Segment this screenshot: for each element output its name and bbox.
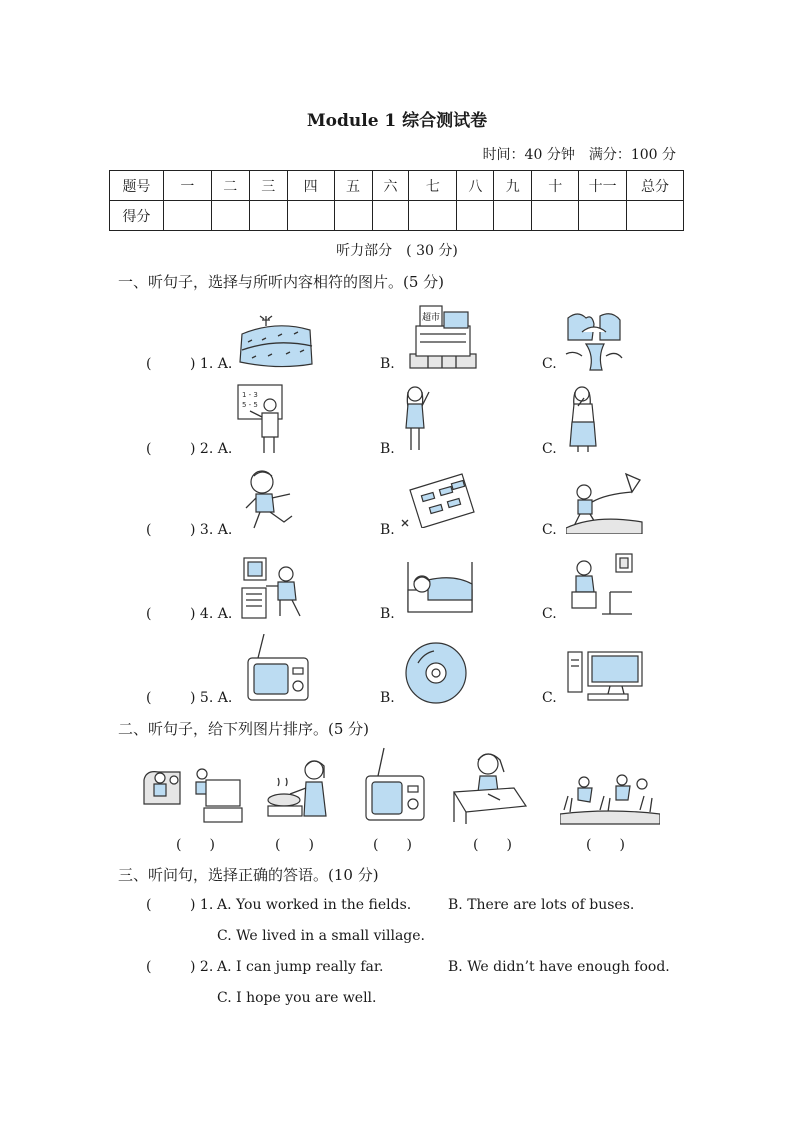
svg-text:1 - 3: 1 - 3 <box>242 391 258 399</box>
score-table-score-row <box>110 201 684 231</box>
question-number: ) 1. A. <box>190 356 233 372</box>
question-number: ) 3. A. <box>190 522 233 538</box>
girl-waving-icon <box>402 384 432 454</box>
score-entry-cell[interactable] <box>163 201 211 231</box>
table-cell: 得分 <box>110 201 164 231</box>
score-entry-cell[interactable] <box>532 201 579 231</box>
section2-heading: 二、听句子，给下列图片排序。(5 分) <box>118 720 370 738</box>
answer-paren-open: ( <box>146 441 152 457</box>
girl-reading-icon <box>566 552 636 620</box>
section1-heading: 一、听句子，选择与所听内容相符的图片。(5 分) <box>118 273 445 291</box>
score-entry-cell[interactable] <box>334 201 372 231</box>
woman-eating-icon <box>566 384 600 454</box>
table-cell: 一 <box>163 171 211 201</box>
cd-icon <box>404 641 468 705</box>
question-number: ) 1. <box>190 897 214 913</box>
girl-writing-icon <box>448 748 532 824</box>
table-cell: 十 <box>532 171 579 201</box>
option-label: B. <box>380 522 395 538</box>
order-blank[interactable]: ( ) <box>586 837 625 853</box>
family-tv-icon <box>140 760 244 826</box>
order-blank[interactable]: ( ) <box>473 837 512 853</box>
score-entry-cell[interactable] <box>627 201 684 231</box>
option-label: B. <box>380 441 395 457</box>
option-c: C. I hope you are well. <box>217 990 377 1006</box>
time-label: 时间：40 分钟 <box>482 147 575 163</box>
option-label: C. <box>542 356 557 372</box>
score-table <box>109 170 684 231</box>
boy-skating-icon <box>240 468 298 534</box>
answer-paren-open: ( <box>146 522 152 538</box>
answer-paren-open: ( <box>146 959 152 975</box>
question-number: ) 4. A. <box>190 606 233 622</box>
score-entry-cell[interactable] <box>494 201 532 231</box>
svg-text:5 - 5: 5 - 5 <box>242 401 258 409</box>
table-cell: 三 <box>249 171 287 201</box>
score-label: 满分：100 分 <box>588 147 676 163</box>
supermarket-icon <box>408 304 478 370</box>
option-a: A. You worked in the fields. <box>217 897 412 913</box>
table-cell: 二 <box>211 171 249 201</box>
score-entry-cell[interactable] <box>409 201 457 231</box>
option-b: B. We didn’t have enough food. <box>448 959 670 975</box>
option-label: B. <box>380 690 395 706</box>
farmers-field-icon <box>560 770 660 826</box>
woman-cooking-icon <box>264 756 340 824</box>
radio-icon <box>246 634 310 704</box>
score-entry-cell[interactable] <box>211 201 249 231</box>
answer-paren-open: ( <box>146 356 152 372</box>
table-cell: 总分 <box>627 171 684 201</box>
time-score-info <box>483 144 676 164</box>
table-cell: 八 <box>457 171 494 201</box>
option-label: B. <box>380 606 395 622</box>
score-entry-cell[interactable] <box>579 201 627 231</box>
answer-paren-open: ( <box>146 606 152 622</box>
field-icon <box>238 312 314 370</box>
question-number: ) 2. <box>190 959 214 975</box>
supermarket-sign: 超市 <box>422 313 441 323</box>
table-cell: 七 <box>409 171 457 201</box>
girl-kite-icon <box>566 470 644 534</box>
answer-paren-open: ( <box>146 690 152 706</box>
option-label: C. <box>542 606 557 622</box>
order-blank[interactable]: ( ) <box>176 837 215 853</box>
section3-heading: 三、听问句，选择正确的答语。(10 分) <box>118 866 379 884</box>
score-entry-cell[interactable] <box>457 201 494 231</box>
option-b: B. There are lots of buses. <box>448 897 635 913</box>
teacher-icon <box>236 383 284 455</box>
question-number: ) 2. A. <box>190 441 233 457</box>
man-computer-icon <box>240 556 308 620</box>
table-cell: 六 <box>372 171 409 201</box>
score-entry-cell[interactable] <box>287 201 334 231</box>
park-icon <box>564 310 624 372</box>
option-label: C. <box>542 690 557 706</box>
computer-icon <box>566 650 646 702</box>
page-title: Module 1 综合测试卷 <box>306 111 488 131</box>
score-entry-cell[interactable] <box>249 201 287 231</box>
option-label: B. <box>380 356 395 372</box>
score-entry-cell[interactable] <box>372 201 409 231</box>
option-c: C. We lived in a small village. <box>217 928 425 944</box>
table-cell: 题号 <box>110 171 164 201</box>
table-cell: 五 <box>334 171 372 201</box>
table-cell: 十一 <box>579 171 627 201</box>
score-table-header-row <box>110 171 684 201</box>
option-label: C. <box>542 441 557 457</box>
table-cell: 四 <box>287 171 334 201</box>
table-cell: 九 <box>494 171 532 201</box>
option-a: A. I can jump really far. <box>217 959 384 975</box>
question-number: ) 5. A. <box>190 690 233 706</box>
option-label: C. <box>542 522 557 538</box>
order-blank[interactable]: ( ) <box>275 837 314 853</box>
answer-paren-open: ( <box>146 897 152 913</box>
listening-heading: 听力部分 ( 30 分) <box>336 243 458 259</box>
girl-sleeping-icon <box>404 560 476 618</box>
order-blank[interactable]: ( ) <box>373 837 412 853</box>
homework-paper-icon <box>400 472 476 528</box>
radio-icon <box>364 746 426 824</box>
